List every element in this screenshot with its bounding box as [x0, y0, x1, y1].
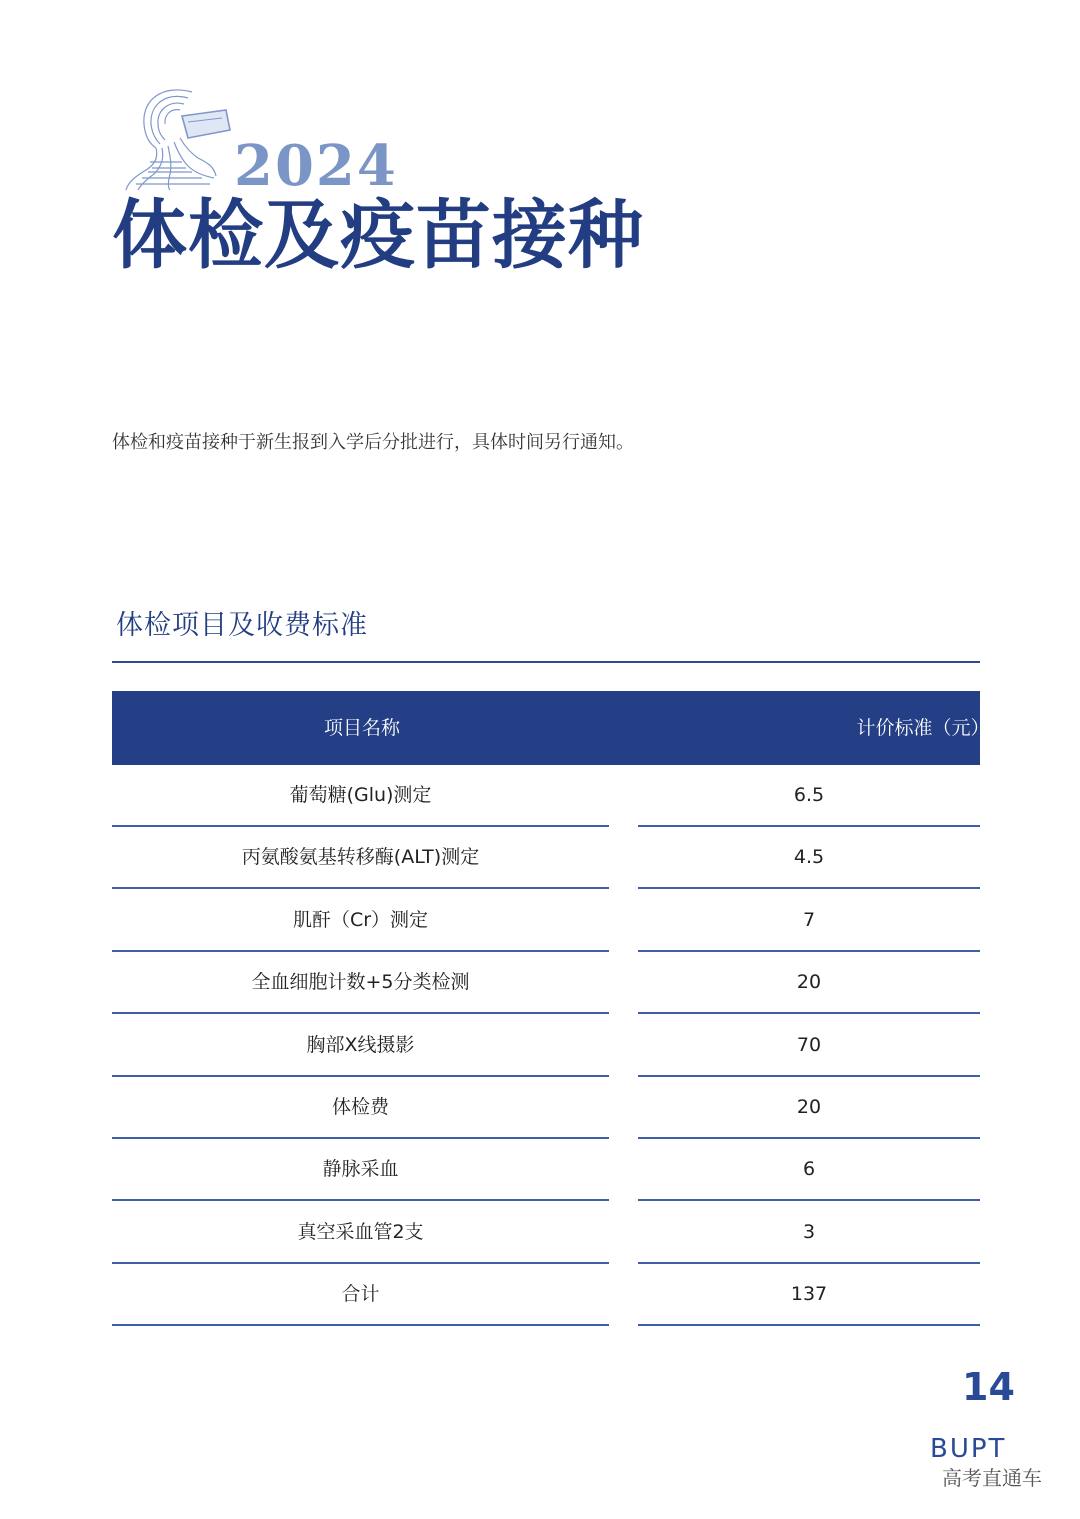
item-price: 7	[638, 890, 980, 952]
total-label: 合计	[112, 1264, 609, 1326]
table-row	[112, 1015, 980, 1077]
section-title: 体检项目及收费标准	[116, 610, 368, 641]
page-number: 14	[962, 1365, 1015, 1409]
item-name: 葡萄糖(Glu)测定	[112, 765, 609, 827]
table-row	[112, 765, 980, 827]
vr-head-logo-icon	[122, 82, 234, 192]
item-name: 肌酐（Cr）测定	[112, 890, 609, 952]
item-price: 20	[638, 952, 980, 1014]
item-price: 4.5	[638, 827, 980, 889]
item-price: 6	[638, 1139, 980, 1201]
item-name: 全血细胞计数+5分类检测	[112, 952, 609, 1014]
table-row	[112, 827, 980, 889]
item-price: 20	[638, 1077, 980, 1139]
year-label: 2024	[234, 133, 398, 199]
item-price: 70	[638, 1015, 980, 1077]
item-price: 6.5	[638, 765, 980, 827]
section-divider	[112, 661, 980, 663]
table-row	[112, 1202, 980, 1264]
total-price: 137	[638, 1264, 980, 1326]
table-row	[112, 1077, 980, 1139]
item-name: 体检费	[112, 1077, 609, 1139]
item-name: 静脉采血	[112, 1139, 609, 1201]
column-header-name: 项目名称	[323, 717, 400, 739]
column-header-price: 计价标准（元）	[856, 717, 990, 739]
page-title: 体检及疫苗接种	[112, 191, 645, 279]
item-price: 3	[638, 1202, 980, 1264]
fee-table-body	[112, 765, 980, 1327]
item-name: 丙氨酸氨基转移酶(ALT)测定	[112, 827, 609, 889]
table-header	[112, 691, 990, 765]
table-row	[112, 1139, 980, 1201]
intro-text: 体检和疫苗接种于新生报到入学后分批进行，具体时间另行通知。	[112, 432, 634, 453]
brand-logo: BUPT	[930, 1434, 1007, 1464]
table-row-total	[112, 1264, 980, 1326]
table-row	[112, 890, 980, 952]
table-row	[112, 952, 980, 1014]
item-name: 真空采血管2支	[112, 1202, 609, 1264]
brand-subtitle: 高考直通车	[942, 1466, 1042, 1490]
item-name: 胸部X线摄影	[112, 1015, 609, 1077]
